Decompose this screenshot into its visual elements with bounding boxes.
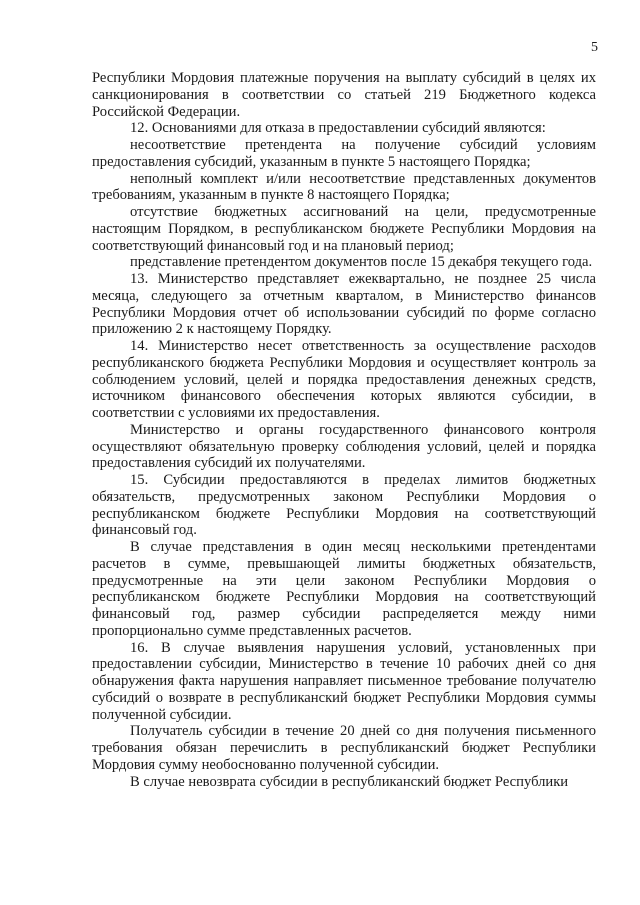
paragraph-item-16-non-return: В случае невозврата субсидии в республиканский бюджет Республики xyxy=(130,773,569,790)
paragraph-refusal-ground-2: неполный комплект и/или несоответствие представленных документов требованиям, указанным в пункте 8 настоящего Порядка; xyxy=(92,170,596,204)
paragraph-item-16: 16. В случае выявления нарушения условий, установленных при предоставлении субсидии, Министерство в течение 10 рабочих дней со дня обнаружения факта нарушения направляет письменное требование получателю субсидий о возврате в республиканский бюджет Республики Мордовия суммы полученной субсидии. xyxy=(92,639,596,723)
paragraph-item-16-refund: Получатель субсидии в течение 20 дней со дня получения письменного требования обязан перечислить в республиканский бюджет Республики Мордовия сумму необоснованно полученной субсидии. xyxy=(92,723,596,773)
paragraph-refusal-ground-4: представление претендентом документов после 15 декабря текущего года. xyxy=(130,254,593,271)
paragraph-refusal-ground-1: несоответствие претендента на получение субсидий условиям предоставления субсидий, указанным в пункте 5 настоящего Порядка; xyxy=(92,137,596,170)
paragraph-item-14: 14. Министерство несет ответственность за осуществление расходов республиканского бюджета Республики Мордовия и осуществляет контроль за соблюдением условий, целей и порядка предоставления денежных средств, источником финансового обеспечения которых являются субсидии, в соответствии с условиями их предоставления. xyxy=(92,338,596,421)
page-number: 5 xyxy=(591,40,598,55)
paragraph-item-15-distribution: В случае представления в один месяц несколькими претендентами расчетов в сумме, превышающей лимиты бюджетных обязательств, предусмотренные на эти цели законом Республики Мордовия о республиканском бюджете Республики Мордовия на соответствующий финансовый год, размер субсидии распределяется между ними пропорционально сумме представленных расчетов. xyxy=(92,539,596,639)
paragraph-continuation: Республики Мордовия платежные поручения на выплату субсидий в целях их санкционирования в соответствии со статьей 219 Бюджетного кодекса Российской Федерации. xyxy=(92,70,596,120)
paragraph-item-14-control: Министерство и органы государственного финансового контроля осуществляют обязательную проверку соблюдения условий, целей и порядка предоставления субсидий их получателями. xyxy=(92,421,596,472)
document-body xyxy=(92,70,596,790)
paragraph-item-15: 15. Субсидии предоставляются в пределах лимитов бюджетных обязательств, предусмотренных законом Республики Мордовия о республиканском бюджете Республики Мордовия на соответствующий финансовый год. xyxy=(92,472,596,539)
paragraph-item-13: 13. Министерство представляет ежеквартально, не позднее 25 числа месяца, следующего за отчетным кварталом, в Министерство финансов Республики Мордовия отчет об использовании субсидий по форме согласно приложению 2 к настоящему Порядку. xyxy=(92,271,596,338)
paragraph-refusal-ground-3: отсутствие бюджетных ассигнований на цели, предусмотренные настоящим Порядком, в республиканском бюджете Республики Мордовия на соответствующий финансовый год и на плановый период; xyxy=(92,204,596,254)
paragraph-item-12: 12. Основаниями для отказа в предоставлении субсидий являются: xyxy=(130,120,546,137)
